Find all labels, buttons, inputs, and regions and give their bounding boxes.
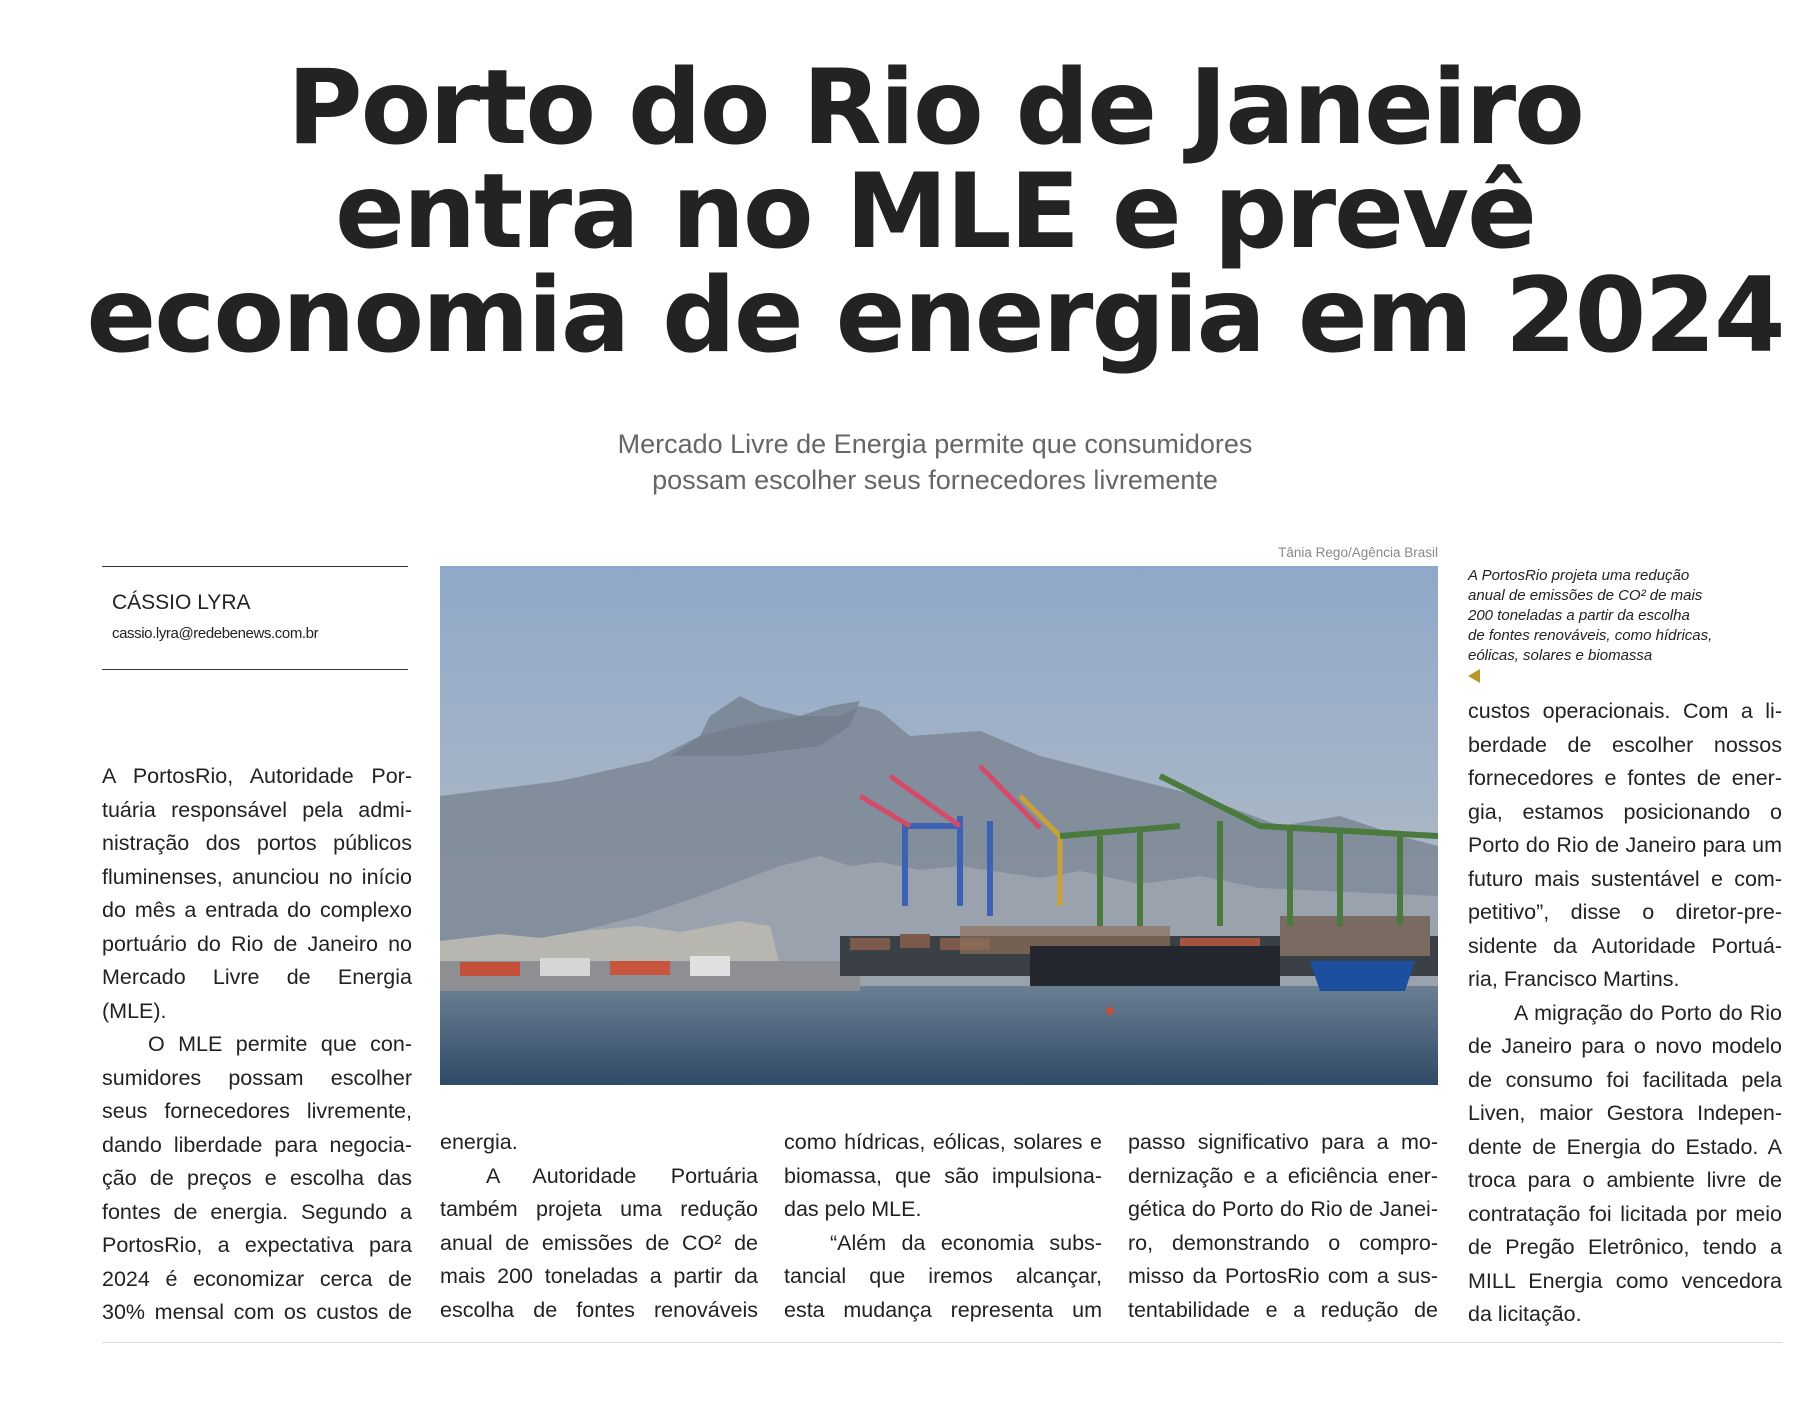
article-column-4 <box>1128 1126 1438 1327</box>
text-line: também projeta uma redução <box>440 1197 758 1221</box>
text-line: tentabilidade e a redução de <box>1128 1297 1438 1322</box>
text-line: A Autoridade Portuária <box>486 1163 758 1188</box>
article-column-2 <box>440 1126 758 1327</box>
text-line: gia, estamos posicionando o <box>1468 799 1782 824</box>
text-line: gética do Porto do Rio de Janei- <box>1128 1197 1438 1221</box>
text-line: ro, demonstrando o compro- <box>1128 1230 1438 1255</box>
text-line: A PortosRio, Autoridade Por- <box>102 764 412 788</box>
photo-credit: Tânia Rego/Agência Brasil <box>1278 545 1438 560</box>
caption-arrow-icon <box>1468 669 1480 683</box>
text-line: fornecedores e fontes de ener- <box>1468 766 1782 790</box>
text-line: PortosRio, a expectativa para <box>102 1233 412 1257</box>
text-line: “Além da economia subs- <box>830 1230 1102 1255</box>
text-line: do mês a entrada do complexo <box>102 898 412 922</box>
text-line: misso da PortosRio com a sus- <box>1128 1264 1438 1288</box>
text-line: seus fornecedores livremente, <box>102 1099 412 1123</box>
text-line: tuária responsável pela admi- <box>102 797 412 822</box>
text-line: (MLE). <box>102 998 167 1023</box>
port-photo <box>440 566 1438 1085</box>
author-box <box>102 566 408 670</box>
text-line: de Pregão Eletrônico, tendo a <box>1468 1235 1782 1259</box>
author-name: CÁSSIO LYRA <box>112 591 251 614</box>
author-email: cassio.lyra@redebenews.com.br <box>112 625 319 642</box>
text-line: fluminenses, anunciou no início <box>102 864 412 889</box>
text-line: de Janeiro para o novo modelo <box>1468 1034 1782 1058</box>
article-column-3 <box>784 1126 1102 1327</box>
text-line: Porto do Rio de Janeiro para um <box>1468 833 1782 857</box>
text-line: ria, Francisco Martins. <box>1468 967 1680 991</box>
photo-caption <box>1468 566 1758 666</box>
text-line: de consumo foi facilitada pela <box>1468 1067 1782 1092</box>
text-line: petitivo”, disse o diretor-pre- <box>1468 900 1782 924</box>
text-line: A migração do Porto do Rio <box>1514 1000 1782 1025</box>
text-line: dente de Energia do Estado. A <box>1468 1134 1782 1159</box>
text-line: dando liberdade para negocia- <box>102 1132 412 1157</box>
text-line: MILL Energia como vencedora <box>1468 1268 1782 1293</box>
text-line: 30% mensal com os custos de <box>102 1300 412 1324</box>
caption-line: A PortosRio projeta uma redução <box>1468 567 1690 584</box>
subtitle <box>0 426 1816 498</box>
text-line: passo significativo para a mo- <box>1128 1130 1438 1154</box>
text-line: custos operacionais. Com a li- <box>1468 699 1782 723</box>
text-line: 2024 é economizar cerca de <box>102 1266 412 1291</box>
text-line: troca para o ambiente livre de <box>1468 1168 1782 1192</box>
text-line: sidente da Autoridade Portuá- <box>1468 933 1782 958</box>
text-line: sumidores possam escolher <box>102 1065 412 1090</box>
subtitle-line: possam escolher seus fornecedores livremente <box>652 465 1218 495</box>
text-line: nistração dos portos públicos <box>102 831 412 855</box>
text-line: fontes de energia. Segundo a <box>102 1199 412 1224</box>
text-line: berdade de escolher nossos <box>1468 732 1782 757</box>
text-line: Liven, maior Gestora Indepen- <box>1468 1101 1782 1125</box>
article-column-1 <box>102 760 412 1330</box>
text-line: anual de emissões de CO² de <box>440 1230 758 1255</box>
text-line: Mercado Livre de Energia <box>102 965 412 989</box>
caption-line: anual de emissões de CO² de mais <box>1468 587 1703 604</box>
text-line: portuário do Rio de Janeiro no <box>102 931 412 956</box>
article-column-5 <box>1468 695 1782 1332</box>
headline <box>0 48 1816 376</box>
text-line: dernização e a eficiência ener- <box>1128 1163 1438 1188</box>
caption-line: 200 toneladas a partir da escolha <box>1468 607 1690 624</box>
text-line: da licitação. <box>1468 1302 1582 1326</box>
caption-line: eólicas, solares e biomassa <box>1468 647 1653 664</box>
text-line: como hídricas, eólicas, solares e <box>784 1130 1102 1154</box>
headline-line: Porto do Rio de Janeiro <box>287 48 1583 168</box>
text-line: O MLE permite que con- <box>148 1032 412 1056</box>
text-line: escolha de fontes renováveis <box>440 1297 758 1322</box>
bottom-divider <box>102 1342 1782 1343</box>
headline-line: entra no MLE e prevê <box>335 152 1535 272</box>
subtitle-line: Mercado Livre de Energia permite que consumidores <box>617 429 1253 459</box>
caption-line: de fontes renováveis, como hídricas, <box>1468 627 1713 644</box>
headline-line: economia de energia em 2024 <box>86 256 1784 376</box>
text-line: das pelo MLE. <box>784 1197 922 1221</box>
text-line: contratação foi licitada por meio <box>1468 1201 1782 1226</box>
text-line: esta mudança representa um <box>784 1297 1102 1322</box>
text-line: mais 200 toneladas a partir da <box>440 1264 758 1288</box>
text-line: ção de preços e escolha das <box>102 1166 412 1190</box>
text-line: tancial que iremos alcançar, <box>784 1264 1102 1288</box>
text-line: energia. <box>440 1130 518 1154</box>
text-line: biomassa, que são impulsiona- <box>784 1163 1102 1188</box>
text-line: futuro mais sustentável e com- <box>1468 866 1782 891</box>
